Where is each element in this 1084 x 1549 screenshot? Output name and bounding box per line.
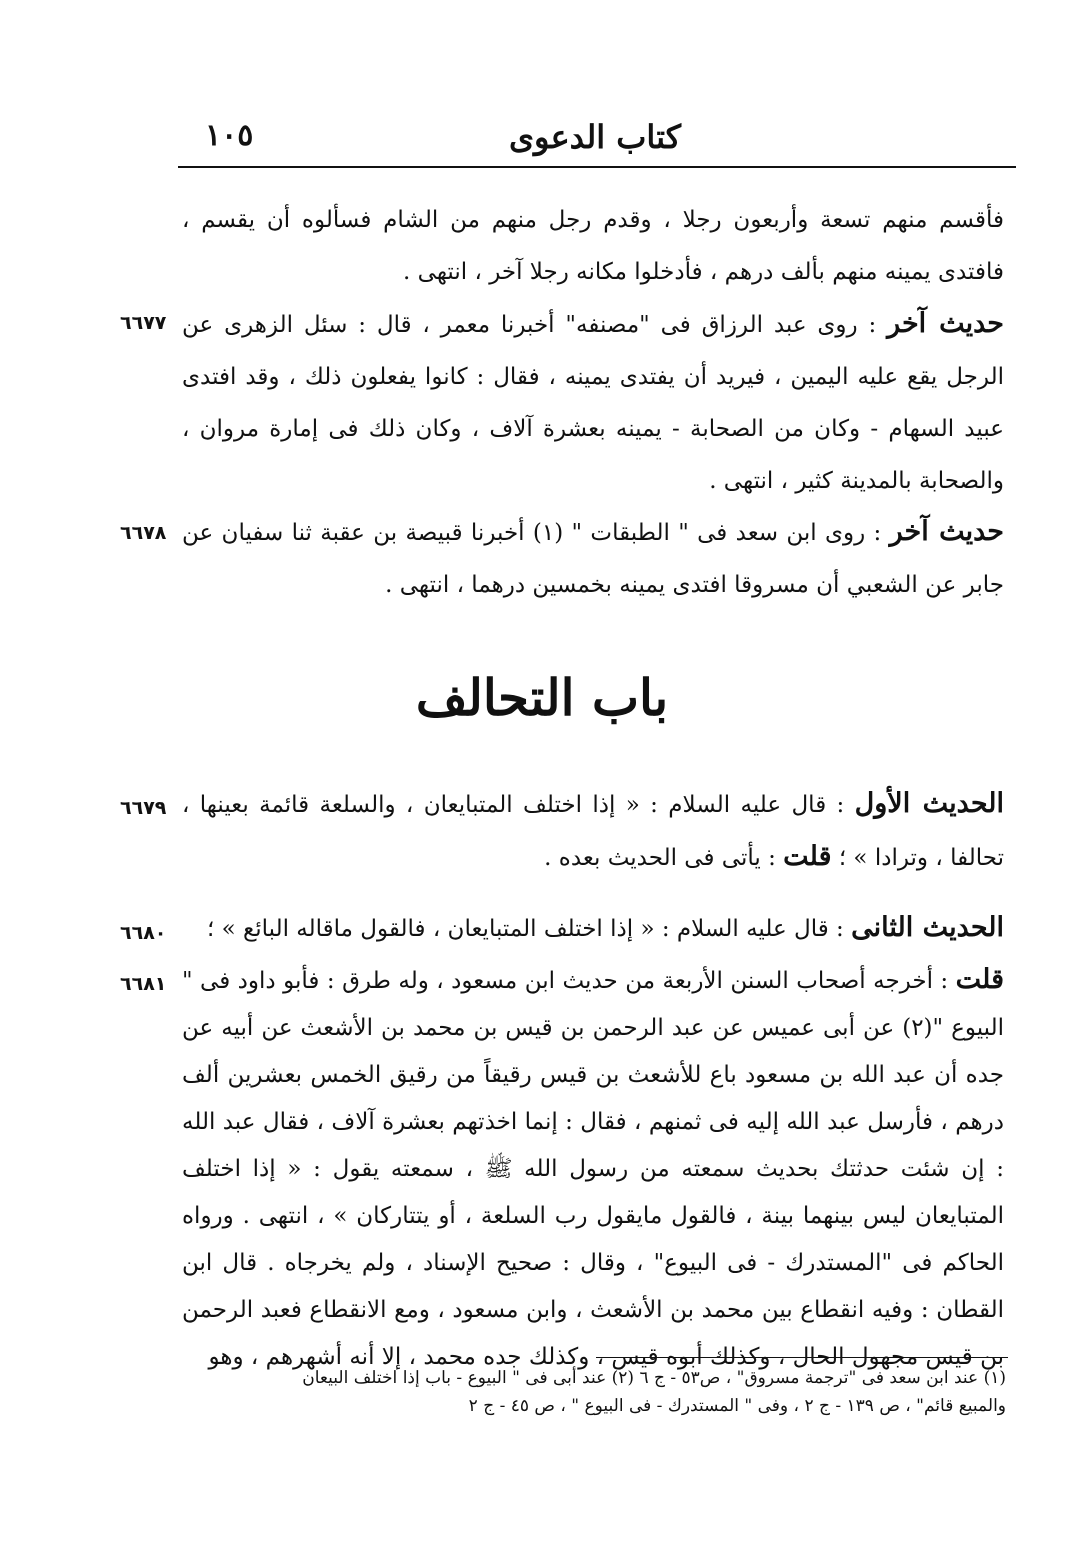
paragraph-3-lead: حديث آخر [889, 516, 1004, 547]
footnotes [196, 1364, 1006, 1420]
paragraph-1-text: فأقسم منهم تسعة وأربعون رجلا ، وقدم رجل منهم من الشام فسألوه أن يقسم ، فافتدى يمينه منهم بألف درهم ، فأدخلوا مكانه رجلا آخر ، انتهى . [182, 207, 1004, 285]
paragraph-2-text: : روى عبد الرزاق فى "مصنفه" أخبرنا معمر ، قال : سئل الزهرى عن الرجل يقع عليه اليمين ، فيريد أن يفتدى يمينه ، فقال : كانوا يفعلون ذلك ، وقد افتدى عبيد السهام - وكان من الصحابة - يمينه بعشرة آلاف ، وكان ذلك فى إمارة مروان ، والصحابة بالمدينة كثير ، انتهى . [182, 312, 1004, 494]
running-head [0, 118, 1084, 166]
paragraph-5-text: : قال عليه السلام : « إذا اختلف المتبايعان ، فالقول ماقاله البائع » ؛ [206, 916, 844, 942]
footnote-rule [596, 1357, 1008, 1358]
paragraph-5 [182, 902, 1004, 955]
paragraph-3-text: : روى ابن سعد فى " الطبقات " (١) أخبرنا قبيصة بن عقبة ثنا سفيان عن جابر عن الشعبي أن مسروقا افتدى يمينه بخمسين درهما ، انتهى . [182, 520, 1004, 598]
page-number: ١٠٥ [205, 118, 254, 153]
hadith-number-6681: ٦٦٨١ [120, 973, 167, 995]
paragraph-2 [182, 298, 1004, 507]
paragraph-4 [182, 778, 1004, 884]
section-heading: باب التحالف [415, 668, 669, 727]
paragraph-6-text: : أخرجه أصحاب السنن الأربعة من حديث ابن مسعود ، وله طرق : فأبو داود فى " البيوع "(٢) عن أبى عميس عن عبد الرحمن بن قيس بن محمد بن الأشعث عن أبيه عن جده أن عبد الله بن مسعود باع للأشعث بن قيس رقيقاً من رقيق الخمس بعشرين ألف درهم ، فأرسل عبد الله إليه فى ثمنهم ، فقال : إنما اخذتهم بعشرة آلاف ، فقال عبد الله : إن شئت حدثتك بحديث سمعته من رسول الله ﷺ ، سمعته يقول : « إذا اختلف المتبايعان ليس بينهما بينة ، فالقول مايقول رب السلعة ، أو يتتاركان » ، انتهى . ورواه الحاكم فى "المستدرك - فى البيوع" ، وقال : صحيح الإسناد ، ولم يخرجاه . قال ابن القطان : وفيه انقطاع بين محمد بن الأشعث ، وابن مسعود ، ومع الانقطاع فعبد الرحمن بن قيس مجهول الحال ، وكذلك أبوه قيس ، وكذلك جده محمد ، إلا أنه أشهرهم ، وهو [182, 968, 1004, 1370]
paragraph-6 [182, 956, 1004, 1381]
hadith-number-6677: ٦٦٧٧ [120, 312, 167, 334]
paragraph-5-lead: الحديث الثانى [851, 912, 1004, 943]
book-title: كتاب الدعوى [508, 118, 681, 156]
paragraph-4-text: : قال عليه السلام : « إذا اختلف المتبايعان ، والسلعة قائمة بعينها ، تحالفا ، وترادا » ؛ [182, 792, 1004, 871]
paragraph-2-lead: حديث آخر [887, 308, 1004, 339]
paragraph-1 [182, 194, 1004, 298]
paragraph-3 [182, 506, 1004, 611]
header-rule [178, 166, 1016, 168]
paragraph-4-lead-2: قلت [783, 841, 832, 872]
hadith-number-6680: ٦٦٨٠ [120, 922, 167, 944]
footnote-line-1: (١) عند ابن سعد فى "ترجمة مسروق" ، ص٥٣ - ج ٦ (٢) عند أبى فى " البيوع - باب إذا اختلف البيعان [302, 1368, 1006, 1388]
footnote-line-2: والمبيع قائم" ، ص ١٣٩ - ج ٢ ، وفى " المستدرك - فى البيوع " ، ص ٤٥ - ج ٢ [468, 1396, 1006, 1416]
paragraph-4-tail: : يأتى فى الحديث بعده . [544, 845, 776, 871]
paragraph-6-lead: قلت [955, 964, 1004, 995]
hadith-number-6678: ٦٦٧٨ [120, 522, 167, 544]
hadith-number-6679: ٦٦٧٩ [120, 797, 167, 819]
paragraph-4-lead: الحديث الأول [854, 788, 1005, 819]
